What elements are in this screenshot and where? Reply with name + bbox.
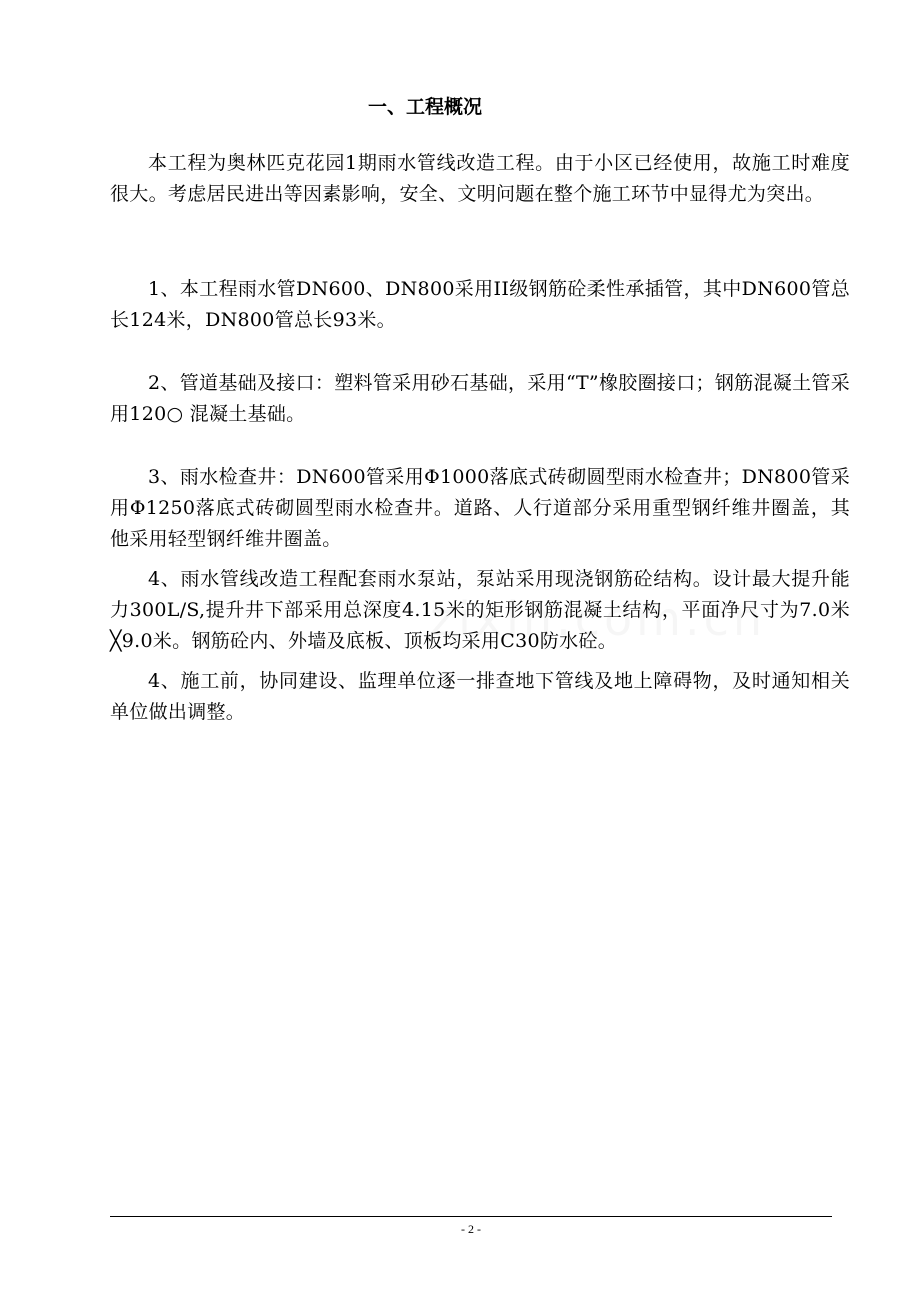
watermark [430,592,766,646]
paragraph-item-3: 3、雨水检查井：DN600管采用Φ1000落底式砖砌圆型雨水检查井；DN800管采用Φ1250落底式砖砌圆型雨水检查井。道路、人行道部分采用重型钢纤维井圈盖，其他采用轻型钢纤维井圈盖。 [110,466,850,550]
page-number: - 2 - [461,1222,481,1236]
paragraph-item-4: 4、雨水管线改造工程配套雨水泵站，泵站采用现浇钢筋砼结构。设计最大提升能力300L/S,提升井下部采用总深度4.15米的矩形钢筋混凝土结构，平面净尺寸为7.0米╳9.0米。钢筋砼内、外墙及底板、顶板均采用C30防水砼。 [110,568,850,652]
paragraph-item-4-second: 4、施工前，协同建设、监理单位逐一排查地下管线及地上障碍物，及时通知相关单位做出调整。 [110,670,850,723]
paragraph-item-2: 2、管道基础及接口：塑料管采用砂石基础，采用“T”橡胶圈接口；钢筋混凝土管采用120○ 混凝土基础。 [110,372,850,425]
paragraph-item-1: 1、本工程雨水管DN600、DN800采用II级钢筋砼柔性承插管，其中DN600管总长124米，DN800管总长93米。 [110,278,850,331]
footer-divider [110,1216,832,1217]
section-heading: 一、工程概况 [367,96,482,118]
paragraph-overview: 本工程为奥林匹克花园1期雨水管线改造工程。由于小区已经使用，故施工时难度很大。考虑居民进出等因素影响，安全、文明问题在整个施工环节中显得尤为突出。 [110,152,850,205]
